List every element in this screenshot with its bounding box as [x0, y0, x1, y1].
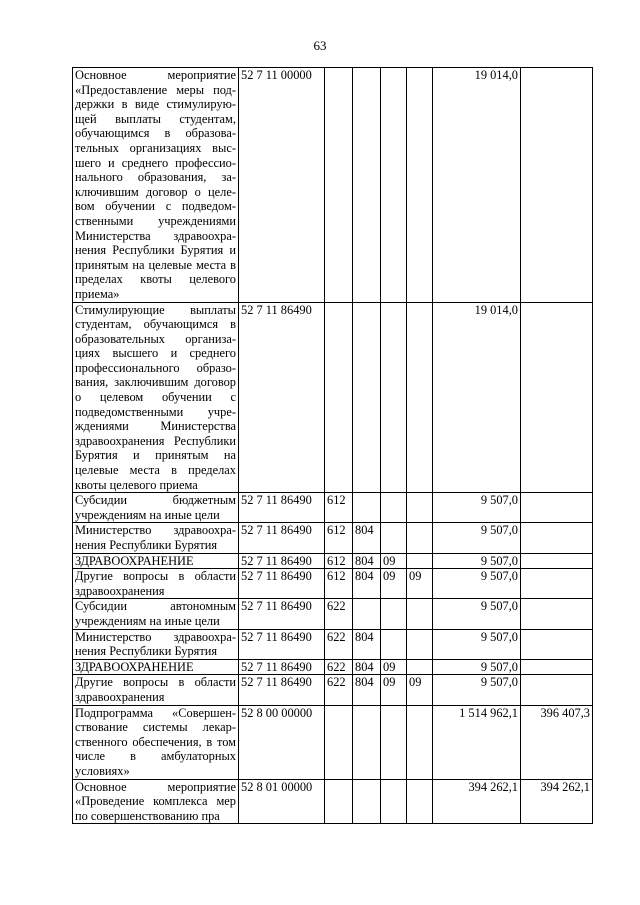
- expense-type: 612: [325, 523, 353, 553]
- budget-code: 52 7 11 00000: [239, 68, 325, 303]
- budget-code: 52 7 11 86490: [239, 493, 325, 523]
- amount-2: [521, 629, 593, 659]
- section-code: [381, 779, 407, 824]
- amount-2: [521, 569, 593, 599]
- ministry-code: 804: [353, 675, 381, 705]
- table-row: [73, 629, 593, 659]
- ministry-code: [353, 302, 381, 493]
- ministry-code: 804: [353, 629, 381, 659]
- budget-table-body: [73, 68, 593, 824]
- row-name: Министерство здравоохранения Республики Бурятия: [73, 523, 239, 553]
- section-code: [381, 599, 407, 629]
- table-row: [73, 705, 593, 779]
- row-name: Основное мероприятие «Предоставление меры поддержки в виде стимулирующей выплаты студентам, обучающимся в образовательных организациях высшего и среднего профессионального образования, заключившим договор о целевом обучении с подведомственными учреждениями Министерства здравоохранения Республики Бурятия и принятым на целевые места в пределах квоты целевого приема»: [73, 68, 239, 303]
- page-number: 63: [313, 38, 327, 53]
- budget-code: 52 7 11 86490: [239, 629, 325, 659]
- expense-type: [325, 302, 353, 493]
- subsection-code: [407, 705, 433, 779]
- section-code: [381, 302, 407, 493]
- expense-type: 622: [325, 599, 353, 629]
- table-row: [73, 675, 593, 705]
- section-code: [381, 705, 407, 779]
- budget-code: 52 7 11 86490: [239, 599, 325, 629]
- expense-type: [325, 779, 353, 824]
- row-name: Министерство здравоохранения Республики Бурятия: [73, 629, 239, 659]
- subsection-code: [407, 493, 433, 523]
- amount-1: 1 514 962,1: [433, 705, 521, 779]
- row-name: Основное мероприятие «Проведение комплекса мер по совершенствованию пра: [73, 779, 239, 824]
- table-row: [73, 553, 593, 569]
- table-row: [73, 523, 593, 553]
- row-name: Субсидии бюджетным учреждениям на иные цели: [73, 493, 239, 523]
- amount-1: 19 014,0: [433, 302, 521, 493]
- table-row: [73, 302, 593, 493]
- budget-code: 52 7 11 86490: [239, 675, 325, 705]
- amount-2: [521, 302, 593, 493]
- ministry-code: 804: [353, 553, 381, 569]
- amount-1: 9 507,0: [433, 599, 521, 629]
- ministry-code: [353, 779, 381, 824]
- subsection-code: [407, 629, 433, 659]
- expense-type: [325, 705, 353, 779]
- amount-1: 9 507,0: [433, 553, 521, 569]
- ministry-code: 804: [353, 569, 381, 599]
- section-code: 09: [381, 675, 407, 705]
- budget-code: 52 8 00 00000: [239, 705, 325, 779]
- ministry-code: [353, 68, 381, 303]
- expense-type: 622: [325, 675, 353, 705]
- amount-1: 9 507,0: [433, 569, 521, 599]
- ministry-code: [353, 599, 381, 629]
- table-row: [73, 493, 593, 523]
- table-row: [73, 68, 593, 303]
- subsection-code: [407, 68, 433, 303]
- amount-1: 9 507,0: [433, 675, 521, 705]
- amount-2: 396 407,3: [521, 705, 593, 779]
- row-name: ЗДРАВООХРАНЕНИЕ: [73, 553, 239, 569]
- subsection-code: 09: [407, 569, 433, 599]
- section-code: [381, 493, 407, 523]
- table-row: [73, 569, 593, 599]
- amount-2: [521, 659, 593, 675]
- amount-1: 9 507,0: [433, 493, 521, 523]
- row-name: Субсидии автономным учреждениям на иные цели: [73, 599, 239, 629]
- row-name: Другие вопросы в области здравоохранения: [73, 675, 239, 705]
- budget-code: 52 7 11 86490: [239, 569, 325, 599]
- section-code: [381, 629, 407, 659]
- amount-2: [521, 675, 593, 705]
- expense-type: 612: [325, 569, 353, 599]
- section-code: [381, 523, 407, 553]
- amount-2: [521, 493, 593, 523]
- amount-2: 394 262,1: [521, 779, 593, 824]
- amount-1: 9 507,0: [433, 659, 521, 675]
- table-row: [73, 779, 593, 824]
- section-code: 09: [381, 569, 407, 599]
- budget-code: 52 8 01 00000: [239, 779, 325, 824]
- budget-code: 52 7 11 86490: [239, 659, 325, 675]
- subsection-code: 09: [407, 675, 433, 705]
- section-code: [381, 68, 407, 303]
- table-row: [73, 599, 593, 629]
- ministry-code: [353, 705, 381, 779]
- subsection-code: [407, 302, 433, 493]
- section-code: 09: [381, 659, 407, 675]
- expense-type: [325, 68, 353, 303]
- amount-1: 19 014,0: [433, 68, 521, 303]
- table-row: [73, 659, 593, 675]
- subsection-code: [407, 599, 433, 629]
- row-name: Стимулирующие выплаты студентам, обучающимся в образовательных организациях высшего и среднего профессионального образования, заключившим договор о целевом обучении с подведомственными учреждениями Министерства здравоохранения Республики Бурятия и принятым на целевые места в пределах квоты целевого приема: [73, 302, 239, 493]
- ministry-code: 804: [353, 523, 381, 553]
- amount-2: [521, 523, 593, 553]
- subsection-code: [407, 523, 433, 553]
- amount-1: 394 262,1: [433, 779, 521, 824]
- row-name: ЗДРАВООХРАНЕНИЕ: [73, 659, 239, 675]
- section-code: 09: [381, 553, 407, 569]
- ministry-code: [353, 493, 381, 523]
- amount-2: [521, 553, 593, 569]
- budget-code: 52 7 11 86490: [239, 302, 325, 493]
- row-name: Подпрограмма «Совершенствование системы лекарственного обеспечения, в том числе в амбулаторных условиях»: [73, 705, 239, 779]
- expense-type: 612: [325, 493, 353, 523]
- expense-type: 622: [325, 629, 353, 659]
- budget-table: [72, 67, 593, 824]
- row-name: Другие вопросы в области здравоохранения: [73, 569, 239, 599]
- amount-2: [521, 599, 593, 629]
- amount-2: [521, 68, 593, 303]
- expense-type: 612: [325, 553, 353, 569]
- budget-code: 52 7 11 86490: [239, 523, 325, 553]
- budget-code: 52 7 11 86490: [239, 553, 325, 569]
- subsection-code: [407, 553, 433, 569]
- amount-1: 9 507,0: [433, 629, 521, 659]
- subsection-code: [407, 779, 433, 824]
- ministry-code: 804: [353, 659, 381, 675]
- subsection-code: [407, 659, 433, 675]
- expense-type: 622: [325, 659, 353, 675]
- amount-1: 9 507,0: [433, 523, 521, 553]
